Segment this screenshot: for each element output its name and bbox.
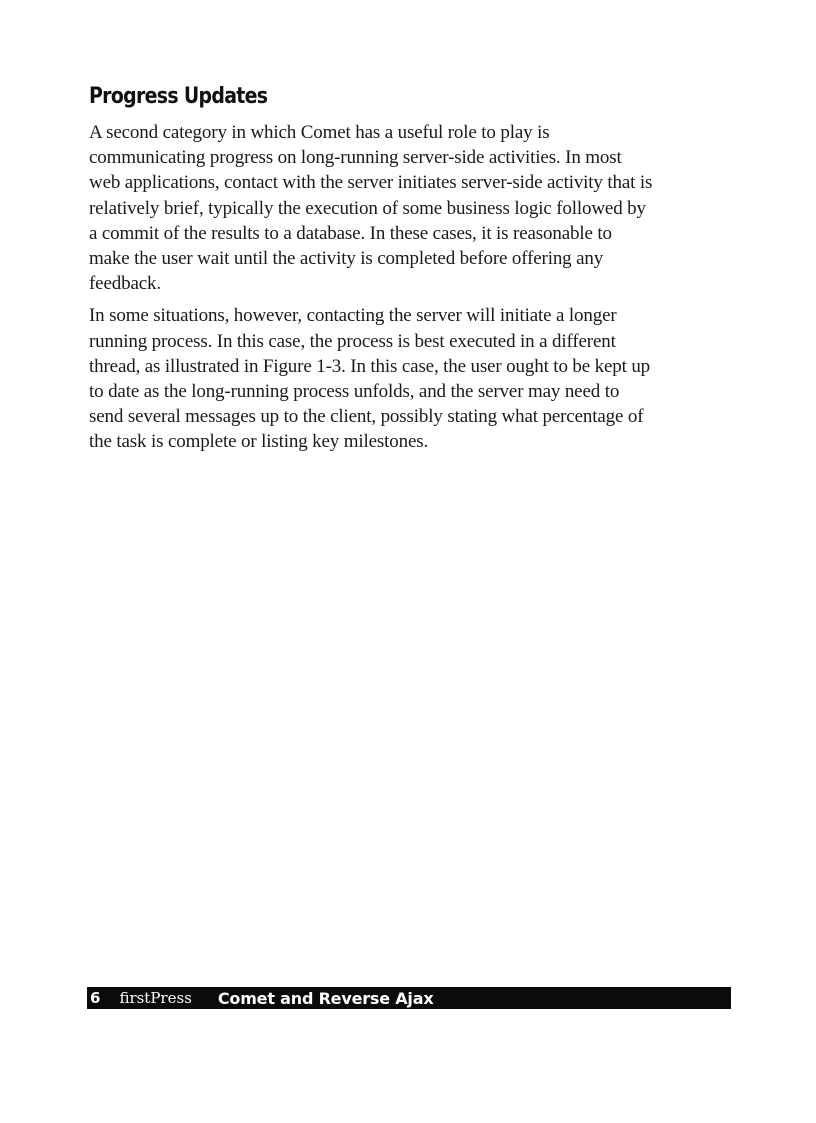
book-title: Comet and Reverse Ajax [217, 988, 434, 1008]
body-paragraph: A second category in which Comet has a useful role to play is communicating progress on long-running server-side activities. In most web applications, contact with the server initiates server-side activity that is relatively brief, typically the execution of some business logic followed by a commit of the results to a database. In these cases, it is reasonable to make the user wait until the activity is completed before offering any feedback. [89, 122, 653, 295]
section-body [89, 120, 729, 462]
section-heading: Progress Updates [89, 84, 268, 109]
body-paragraph: In some situations, however, contacting the server will initiate a longer running process. In this case, the process is best executed in a different thread, as illustrated in Figure 1-3. In this case, the user ought to be kept up to date as the long-running process unfolds, and the server may need to send several messages up to the client, possibly stating what percentage of the task is complete or listing key milestones. [89, 305, 651, 453]
page-number: 6 [90, 989, 101, 1007]
page-footer [87, 987, 731, 1009]
series-name: firstPress [119, 989, 192, 1007]
